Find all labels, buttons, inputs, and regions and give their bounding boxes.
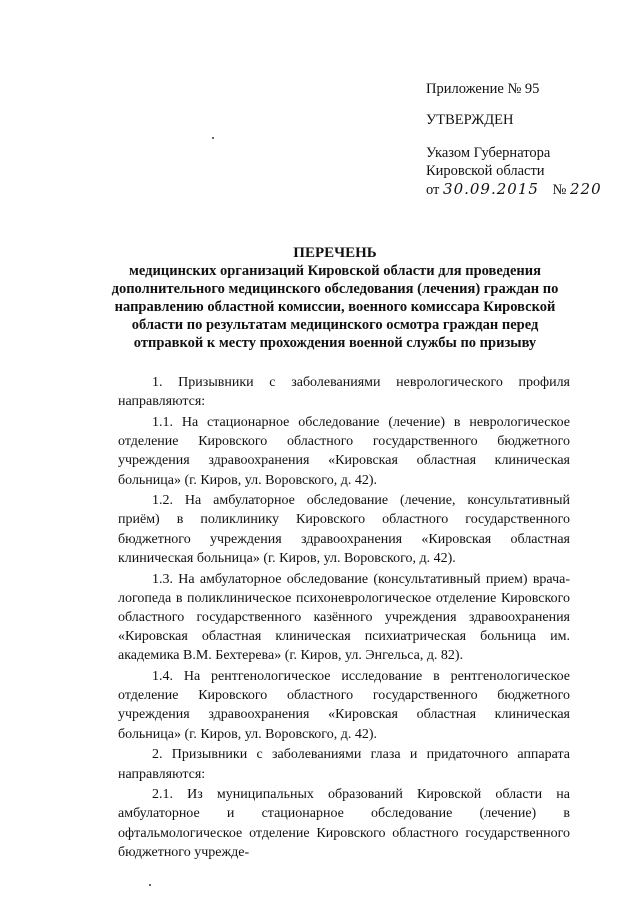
scan-speck [149,884,151,886]
document-body [118,373,570,864]
approved-label: УТВЕРЖДЕН [426,112,514,128]
paragraph-1-4: 1.4. На рентгенологическое исследование в рентгенологическое отделение Кировского областного государственного бюджетного учреждения здравоохранения «Кировская областная клиническая больница» (г. Киров, ул. Воровского, д. 42). [118,669,570,742]
paragraph-1-2: 1.2. На амбулаторное обследование (лечение, консультативный приём) в поликлинику Кировского областного государственного бюджетного учреждения здравоохранения «Кировская областная клиническая больница» (г. Киров, ул. Воровского, д. 42). [118,493,570,566]
paragraph-2: 2. Призывники с заболеваниями глаза и придаточного аппарата направляются: [118,747,570,782]
decree-line-1: Указом Губернатора [426,145,551,161]
number-prefix: № [552,182,567,198]
handwritten-date: 30.09.2015 [443,180,539,198]
decree-line-2: Кировской области [426,163,545,179]
paragraph-1-1: 1.1. На стационарное обследование (лечение) в неврологическое отделение Кировского областного государственного бюджетного учреждения здравоохранения «Кировская областная клиническая больница» (г. Киров, ул. Воровского, д. 42). [118,414,570,488]
paragraph-1-3: 1.3. На амбулаторное обследование (консультативный прием) врача-логопеда в поликлиническое психоневрологическое отделение Кировского областного государственного казённого учреждения здравоохранения «Кировская областная клиническая психиатрическая больница им. академика В.М. Бехтерева» (г. Киров, ул. Энгельса, д. 82). [118,571,570,664]
document-title [100,244,570,352]
decree-date-line [426,180,602,199]
paragraph-2-1: 2.1. Из муниципальных образований Кировской области на амбулаторное и стационарное обследование (лечение) в офтальмологическое отделение Кировского областного государственного бюджетного учрежде- [118,787,570,860]
date-prefix: от [426,182,440,198]
title-subtitle: медицинских организаций Кировской области для проведения дополнительного медицинского обследования (лечения) граждан по направлению областной комиссии, военного комиссара Кировской области по результатам медицинского осмотра граждан перед отправкой к месту прохождения военной службы по призыву [111,263,559,351]
title-heading: ПЕРЕЧЕНЬ [293,245,377,261]
paragraph-1: 1. Призывники с заболеваниями неврологического профиля направляются: [118,375,570,410]
handwritten-number: 220 [570,180,602,198]
scan-speck [212,137,214,139]
appendix-label: Приложение № 95 [426,81,540,97]
